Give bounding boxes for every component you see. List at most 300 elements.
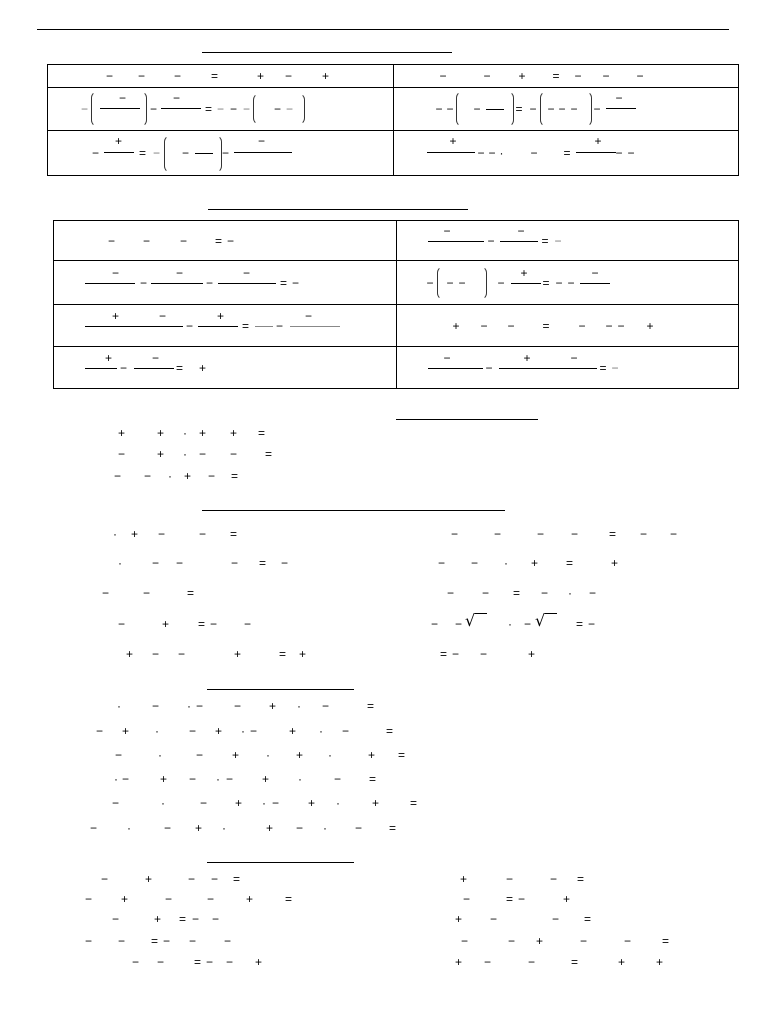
equals-sign: = [571, 955, 579, 969]
dot-operator: · [336, 796, 340, 810]
radical-vinculum [545, 613, 557, 614]
plus-sign: + [230, 426, 238, 440]
plus-sign: + [121, 892, 129, 906]
plus-sign: + [131, 527, 139, 541]
plus-sign: + [145, 872, 153, 886]
minus-sign: − [480, 319, 488, 333]
table1-cell-r2c2 [393, 88, 739, 131]
minus-sign: − [524, 617, 532, 631]
section-5-heading-rule [207, 689, 354, 690]
minus-sign: − [189, 724, 197, 738]
equals-sign: = [542, 319, 550, 333]
fraction-bar [500, 241, 538, 242]
minus-sign: − [624, 934, 632, 948]
minus-sign: − [342, 724, 350, 738]
minus-sign: − [461, 934, 469, 948]
dot-operator: · [155, 724, 159, 738]
minus-sign: − [605, 319, 613, 333]
minus-sign: − [112, 266, 120, 280]
plus-sign: + [115, 134, 123, 148]
minus-sign: − [589, 586, 597, 600]
equals-sign: = [211, 69, 219, 83]
fraction-bar [195, 153, 213, 154]
minus-sign: − [574, 69, 582, 83]
fraction-bar [290, 326, 340, 327]
minus-sign: − [636, 69, 644, 83]
minus-sign: − [106, 69, 114, 83]
minus-sign: − [439, 69, 447, 83]
dot-operator: · [216, 772, 220, 786]
minus-sign: − [355, 821, 363, 835]
equals-sign: = [233, 872, 241, 886]
minus-sign: − [518, 892, 526, 906]
minus-sign: − [305, 309, 313, 323]
fraction-bar [428, 368, 483, 369]
plus-sign: + [299, 647, 307, 661]
plus-sign: + [235, 796, 243, 810]
minus-sign: − [570, 102, 578, 116]
minus-sign: − [274, 102, 282, 116]
dot-operator: · [323, 821, 327, 835]
minus-sign: − [580, 934, 588, 948]
minus-sign: − [176, 556, 184, 570]
minus-sign: − [152, 556, 160, 570]
minus-sign: − [555, 276, 563, 290]
minus-sign: − [471, 556, 479, 570]
section-1-heading-rule [202, 52, 452, 53]
fraction-bar [134, 368, 174, 369]
dot-operator: · [222, 821, 226, 835]
minus-sign: − [281, 556, 289, 570]
minus-sign: − [230, 102, 238, 116]
minus-sign: − [207, 892, 215, 906]
dot-operator: · [114, 772, 118, 786]
plus-sign: + [594, 134, 602, 148]
fraction-bar [511, 283, 541, 284]
minus-sign: − [488, 146, 496, 160]
minus-sign: − [108, 234, 116, 248]
plus-sign: + [262, 772, 270, 786]
minus-sign: − [292, 276, 300, 290]
equals-sign: = [176, 361, 184, 375]
dot-operator: · [298, 772, 302, 786]
minus-sign: − [571, 527, 579, 541]
equals-sign: = [285, 892, 293, 906]
fraction-bar [198, 326, 238, 327]
minus-sign: − [118, 617, 126, 631]
plus-sign: + [296, 748, 304, 762]
minus-sign: − [506, 872, 514, 886]
minus-sign: − [458, 276, 466, 290]
fraction-bar [486, 109, 504, 110]
table2-cell-r2c1 [54, 261, 397, 305]
plus-sign: + [160, 772, 168, 786]
dot-operator: · [117, 699, 121, 713]
minus-sign: − [200, 796, 208, 810]
dot-operator: · [319, 724, 323, 738]
minus-sign: − [206, 955, 214, 969]
minus-sign: − [541, 586, 549, 600]
minus-sign: − [226, 955, 234, 969]
equals-sign: = [259, 556, 267, 570]
equals-sign: = [566, 556, 574, 570]
plus-sign: + [154, 912, 162, 926]
minus-sign: − [286, 102, 294, 116]
equals-sign: = [599, 361, 607, 375]
plus-sign: + [536, 934, 544, 948]
minus-sign: − [182, 146, 190, 160]
equals-sign: = [398, 748, 406, 762]
minus-sign: − [189, 772, 197, 786]
radical-vinculum [475, 613, 487, 614]
minus-sign: − [119, 91, 127, 105]
plus-sign: + [184, 469, 192, 483]
minus-sign: − [196, 748, 204, 762]
minus-sign: − [552, 912, 560, 926]
minus-sign: − [173, 91, 181, 105]
minus-sign: − [529, 102, 537, 116]
minus-sign: − [558, 102, 566, 116]
minus-sign: − [243, 266, 251, 280]
plus-sign: + [528, 647, 536, 661]
equals-sign: = [584, 912, 592, 926]
dot-operator: · [161, 796, 165, 810]
dot-operator: · [504, 556, 508, 570]
minus-sign: − [189, 934, 197, 948]
minus-sign: − [192, 912, 200, 926]
minus-sign: − [258, 134, 266, 148]
minus-sign: − [144, 469, 152, 483]
fraction-bar [427, 152, 475, 153]
table2-cell-r4c1 [54, 347, 397, 389]
plus-sign: + [246, 892, 254, 906]
plus-sign: + [563, 892, 571, 906]
equals-sign: = [194, 955, 202, 969]
plus-sign: + [234, 647, 242, 661]
minus-sign: − [334, 772, 342, 786]
fraction-bar [255, 326, 273, 327]
minus-sign: − [435, 102, 443, 116]
minus-sign: − [272, 796, 280, 810]
minus-sign: − [517, 224, 525, 238]
minus-sign: − [550, 872, 558, 886]
plus-sign: + [215, 724, 223, 738]
minus-sign: − [234, 699, 242, 713]
minus-sign: − [178, 647, 186, 661]
equals-sign: = [179, 912, 187, 926]
plus-sign: + [455, 912, 463, 926]
plus-sign: + [105, 351, 113, 365]
equals-sign: = [187, 586, 195, 600]
plus-sign: + [523, 351, 531, 365]
minus-sign: − [443, 224, 451, 238]
equals-sign: = [151, 934, 159, 948]
plus-sign: + [217, 309, 225, 323]
minus-sign: − [250, 724, 258, 738]
equals-sign: = [369, 772, 377, 786]
plus-sign: + [232, 748, 240, 762]
plus-sign: + [452, 319, 460, 333]
fraction-bar [161, 108, 201, 109]
minus-sign: − [196, 699, 204, 713]
minus-sign: − [208, 469, 216, 483]
minus-sign: − [463, 892, 471, 906]
plus-sign: + [255, 955, 263, 969]
square-root-sign: √ [535, 611, 546, 630]
equals-sign: = [662, 934, 670, 948]
fraction-bar [234, 152, 292, 153]
parenthesis-group [456, 91, 514, 127]
equals-sign: = [367, 699, 375, 713]
equals-sign: = [563, 146, 571, 160]
plus-sign: + [611, 556, 619, 570]
equals-sign: = [230, 527, 238, 541]
table1-cell-r1c2 [393, 65, 739, 88]
plus-sign: + [126, 647, 134, 661]
minus-sign: − [483, 69, 491, 83]
minus-sign: − [153, 146, 161, 160]
minus-sign: − [152, 351, 160, 365]
minus-sign: − [547, 102, 555, 116]
equals-sign: = [279, 647, 287, 661]
equals-sign: = [515, 102, 523, 116]
plus-sign: + [646, 319, 654, 333]
plus-sign: + [199, 426, 207, 440]
dot-operator: · [241, 724, 245, 738]
fraction-bar [580, 283, 610, 284]
equals-sign: = [265, 447, 273, 461]
minus-sign: − [226, 772, 234, 786]
dot-operator: · [168, 469, 172, 483]
minus-sign: − [186, 319, 194, 333]
dot-operator: · [158, 748, 162, 762]
section-6-heading-rule [207, 862, 354, 863]
minus-sign: − [188, 872, 196, 886]
fraction-bar [576, 152, 616, 153]
minus-sign: − [588, 617, 596, 631]
fraction-bar [218, 283, 276, 284]
minus-sign: − [96, 724, 104, 738]
equals-sign: = [506, 892, 514, 906]
dot-operator: · [118, 556, 122, 570]
dot-operator: · [568, 586, 572, 600]
minus-sign: − [322, 699, 330, 713]
equals-sign: = [410, 796, 418, 810]
plus-sign: + [157, 447, 165, 461]
equals-sign: = [609, 527, 617, 541]
minus-sign: − [285, 69, 293, 83]
minus-sign: − [206, 276, 214, 290]
dot-operator: · [187, 699, 191, 713]
section-3-heading-rule [396, 419, 538, 420]
equals-sign: = [198, 617, 206, 631]
minus-sign: − [90, 821, 98, 835]
minus-sign: − [138, 69, 146, 83]
equals-sign: = [242, 319, 250, 333]
fraction-bar [85, 283, 135, 284]
minus-sign: − [81, 102, 89, 116]
equation-table-1 [47, 64, 739, 176]
plus-sign: + [455, 955, 463, 969]
equals-sign: = [576, 617, 584, 631]
equals-sign: = [139, 146, 147, 160]
section-2-heading-rule [208, 209, 468, 210]
fraction-bar [100, 108, 140, 109]
minus-sign: − [446, 102, 454, 116]
minus-sign: − [243, 102, 251, 116]
plus-sign: + [449, 134, 457, 148]
minus-sign: − [210, 617, 218, 631]
minus-sign: − [431, 617, 439, 631]
minus-sign: − [199, 447, 207, 461]
minus-sign: − [227, 234, 235, 248]
minus-sign: − [120, 361, 128, 375]
plus-sign: + [266, 821, 274, 835]
minus-sign: − [438, 556, 446, 570]
minus-sign: − [212, 912, 220, 926]
dot-operator: · [297, 699, 301, 713]
equals-sign: = [215, 234, 223, 248]
minus-sign: − [615, 91, 623, 105]
equals-sign: = [541, 234, 549, 248]
minus-sign: − [230, 447, 238, 461]
minus-sign: − [508, 934, 516, 948]
minus-sign: − [487, 234, 495, 248]
minus-sign: − [157, 955, 165, 969]
minus-sign: − [530, 146, 538, 160]
minus-sign: − [482, 586, 490, 600]
plus-sign: + [162, 617, 170, 631]
minus-sign: − [112, 912, 120, 926]
dot-operator: · [113, 527, 117, 541]
minus-sign: − [593, 102, 601, 116]
minus-sign: − [85, 934, 93, 948]
plus-sign: + [372, 796, 380, 810]
minus-sign: − [640, 527, 648, 541]
equals-sign: = [513, 586, 521, 600]
minus-sign: − [180, 234, 188, 248]
fraction-bar [85, 368, 117, 369]
table1-cell-r3c2 [393, 131, 739, 176]
minus-sign: − [152, 699, 160, 713]
minus-sign: − [140, 276, 148, 290]
dot-operator: · [127, 821, 131, 835]
minus-sign: − [163, 934, 171, 948]
table2-cell-r1c1 [54, 221, 397, 261]
page-top-rule [37, 29, 729, 30]
minus-sign: − [455, 617, 463, 631]
minus-sign: − [484, 955, 492, 969]
dot-operator: · [183, 447, 187, 461]
minus-sign: − [452, 647, 460, 661]
minus-sign: − [102, 586, 110, 600]
minus-sign: − [447, 586, 455, 600]
table2-cell-r1c2 [396, 221, 739, 261]
minus-sign: − [114, 469, 122, 483]
dot-operator: · [262, 796, 266, 810]
table2-cell-r3c1 [54, 305, 397, 347]
equals-sign: = [280, 276, 288, 290]
fraction-bar [499, 368, 597, 369]
minus-sign: − [199, 527, 207, 541]
minus-sign: − [570, 351, 578, 365]
equals-sign: = [440, 647, 448, 661]
table2-cell-r4c2 [396, 347, 739, 389]
minus-sign: − [118, 934, 126, 948]
plus-sign: + [118, 426, 126, 440]
fraction-bar [104, 152, 134, 153]
minus-sign: − [554, 234, 562, 248]
minus-sign: − [159, 309, 167, 323]
dot-operator: · [266, 748, 270, 762]
minus-sign: − [217, 102, 225, 116]
plus-sign: + [520, 266, 528, 280]
plus-sign: + [531, 556, 539, 570]
minus-sign: − [85, 892, 93, 906]
minus-sign: − [143, 586, 151, 600]
minus-sign: − [497, 276, 505, 290]
plus-sign: + [460, 872, 468, 886]
minus-sign: − [231, 556, 239, 570]
plus-sign: + [157, 426, 165, 440]
minus-sign: − [528, 955, 536, 969]
dot-operator: · [183, 426, 187, 440]
plus-sign: + [112, 309, 120, 323]
minus-sign: − [426, 276, 434, 290]
plus-sign: + [269, 699, 277, 713]
equals-sign: = [386, 724, 394, 738]
minus-sign: − [211, 872, 219, 886]
minus-sign: − [158, 527, 166, 541]
minus-sign: − [244, 617, 252, 631]
minus-sign: − [115, 748, 123, 762]
plus-sign: + [618, 955, 626, 969]
equals-sign: = [542, 276, 550, 290]
minus-sign: − [224, 934, 232, 948]
minus-sign: − [602, 69, 610, 83]
minus-sign: − [174, 69, 182, 83]
parenthesis-group [164, 135, 222, 173]
minus-sign: − [617, 319, 625, 333]
minus-sign: − [494, 527, 502, 541]
minus-sign: − [477, 146, 485, 160]
section-4-heading-rule [202, 510, 505, 511]
table1-cell-r3c1 [48, 131, 394, 176]
minus-sign: − [222, 146, 230, 160]
minus-sign: − [122, 772, 130, 786]
minus-sign: − [150, 102, 158, 116]
minus-sign: − [132, 955, 140, 969]
minus-sign: − [627, 146, 635, 160]
plus-sign: + [368, 748, 376, 762]
dot-operator: · [508, 617, 512, 631]
plus-sign: + [322, 69, 330, 83]
plus-sign: + [656, 955, 664, 969]
minus-sign: − [611, 361, 619, 375]
minus-sign: − [537, 527, 545, 541]
equals-sign: = [205, 102, 213, 116]
fraction-bar [428, 241, 484, 242]
minus-sign: − [152, 647, 160, 661]
plus-sign: + [308, 796, 316, 810]
minus-sign: − [296, 821, 304, 835]
minus-sign: − [670, 527, 678, 541]
minus-sign: − [164, 821, 172, 835]
minus-sign: − [92, 146, 100, 160]
equals-sign: = [258, 426, 266, 440]
equals-sign: = [577, 872, 585, 886]
minus-sign: − [176, 266, 184, 280]
